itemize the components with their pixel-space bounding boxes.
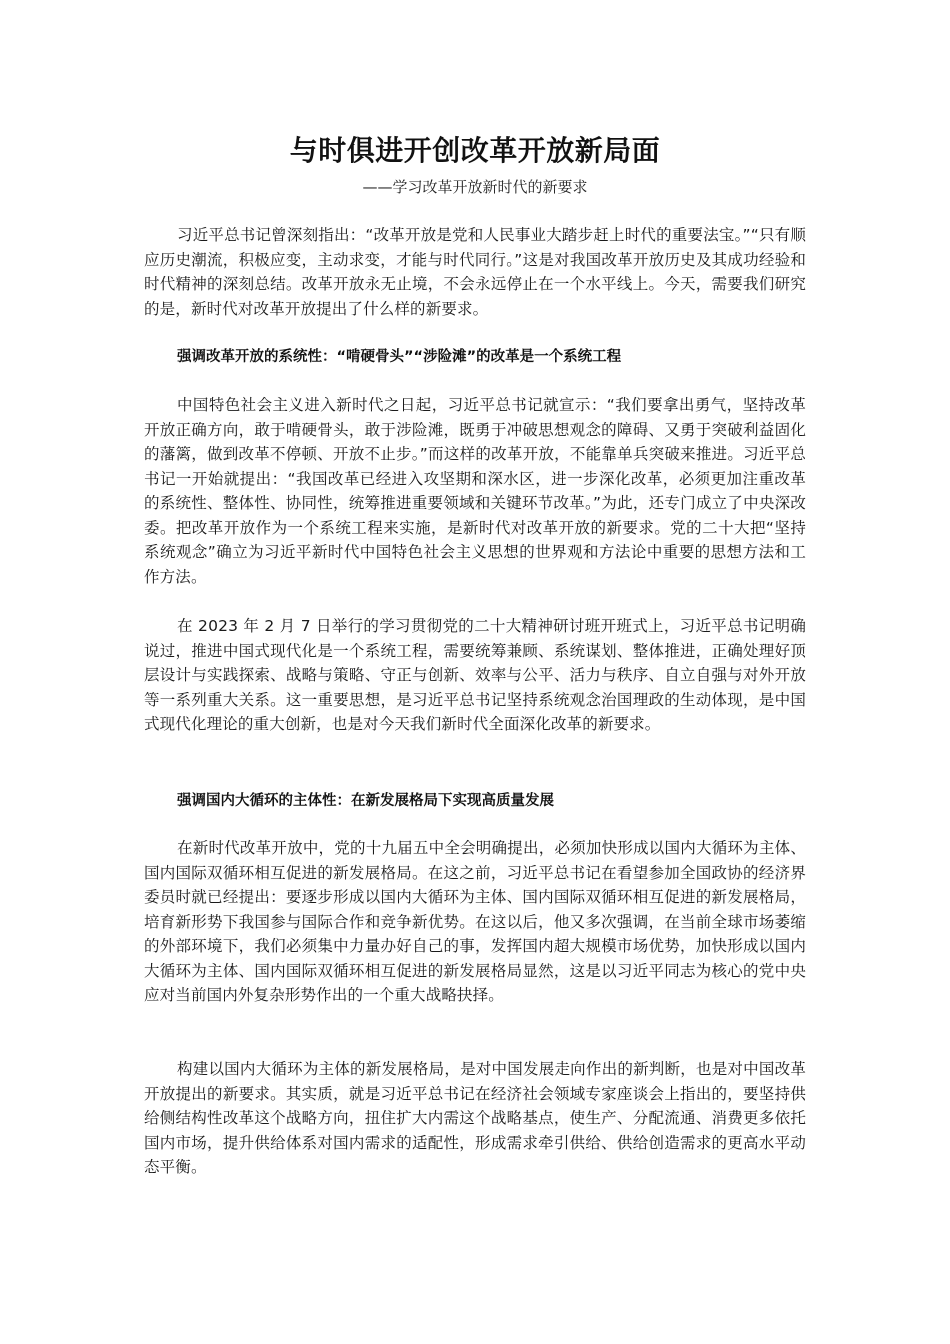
document-title: 与时俱进开创改革开放新局面 [289, 134, 661, 167]
paragraph-5: 构建以国内大循环为主体的新发展格局，是对中国发展走向作出的新判断，也是对中国改革开放提出的新要求。其实质，就是习近平总书记在经济社会领域专家座谈会上指出的，要坚持供给侧结构性改革这个战略方向，扭住扩大内需这个战略基点，使生产、分配流通、消费更多依托国内市场，提升供给体系对国内需求的适配性，形成需求牵引供给、供给创造需求的更高水平动态平衡。 [144, 1060, 806, 1176]
section-heading-2: 强调国内大循环的主体性：在新发展格局下实现高质量发展 [177, 793, 554, 809]
paragraph-4: 在新时代改革开放中，党的十九届五中全会明确提出，必须加快形成以国内大循环为主体、国内国际双循环相互促进的新发展格局。在这之前，习近平总书记在看望参加全国政协的经济界委员时就已经提出：要逐步形成以国内大循环为主体、国内国际双循环相互促进的新发展格局，培育新形势下我国参与国际合作和竞争新优势。在这以后，他又多次强调，在当前全球市场萎缩的外部环境下，我们必须集中力量办好自己的事，发挥国内超大规模市场优势，加快形成以国内大循环为主体、国内国际双循环相互促进的新发展格局显然，这是以习近平同志为核心的党中央应对当前国内外复杂形势作出的一个重大战略抉择。 [144, 839, 806, 1004]
paragraph-3: 在 2023 年 2 月 7 日举行的学习贯彻党的二十大精神研讨班开班式上，习近平总书记明确说过，推进中国式现代化是一个系统工程，需要统筹兼顾、系统谋划、整体推进，正确处理好顶层设计与实践探索、战略与策略、守正与创新、效率与公平、活力与秩序、自立自强与对外开放等一系列重大关系。这一重要思想，是习近平总书记坚持系统观念治国理政的生动体现，是中国式现代化理论的重大创新，也是对今天我们新时代全面深化改革的新要求。 [144, 617, 806, 733]
paragraph-intro: 习近平总书记曾深刻指出：“改革开放是党和人民事业大踏步赶上时代的重要法宝。”“只有顺应历史潮流，积极应变，主动求变，才能与时代同行。”这是对我国改革开放历史及其成功经验和时代精神的深刻总结。改革开放永无止境，不会永远停止在一个水平线上。今天，需要我们研究的是，新时代对改革开放提出了什么样的新要求。 [144, 226, 806, 318]
document-subtitle: ——学习改革开放新时代的新要求 [362, 178, 588, 196]
paragraph-2: 中国特色社会主义进入新时代之日起，习近平总书记就宣示：“我们要拿出勇气，坚持改革开放正确方向，敢于啃硬骨头，敢于涉险滩，既勇于冲破思想观念的障碍、又勇于突破利益固化的藩篱，做到改革不停顿、开放不止步。”而这样的改革开放，不能靠单兵突破来推进。习近平总书记一开始就提出：“我国改革已经进入攻坚期和深水区，进一步深化改革，必须更加注重改革的系统性、整体性、协同性，统筹推进重要领域和关键环节改革。”为此，还专门成立了中央深改委。把改革开放作为一个系统工程来实施，是新时代对改革开放的新要求。党的二十大把“坚持系统观念”确立为习近平新时代中国特色社会主义思想的世界观和方法论中重要的思想方法和工作方法。 [144, 396, 806, 586]
section-heading-1: 强调改革开放的系统性：“啃硬骨头”“涉险滩”的改革是一个系统工程 [177, 349, 622, 365]
